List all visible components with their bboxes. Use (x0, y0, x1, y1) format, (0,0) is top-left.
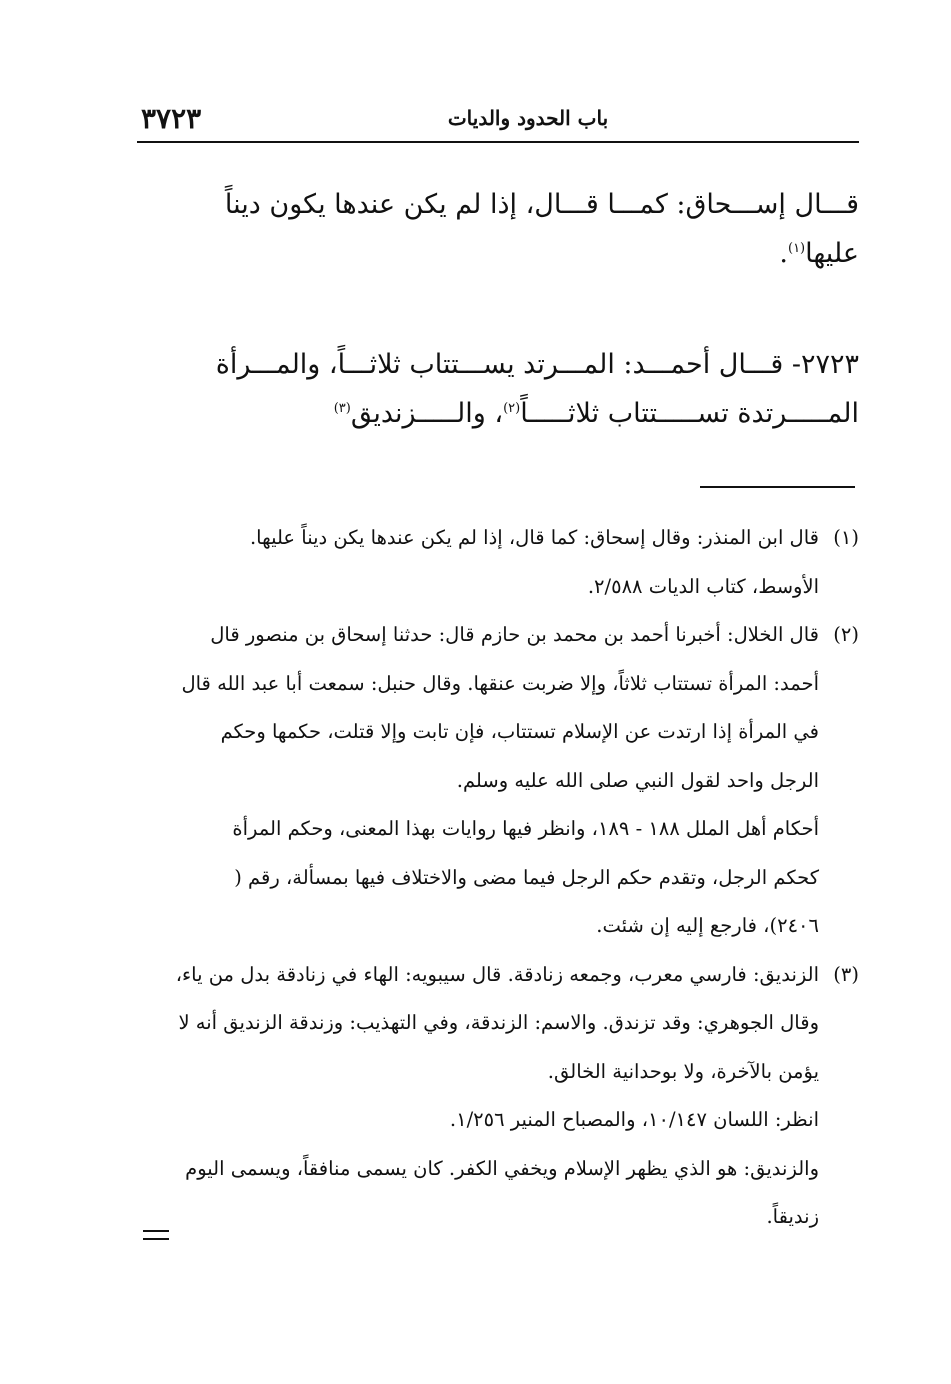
main-text: عليها (805, 238, 859, 270)
footnote-line: وقال الجوهري: وقد تزندق. والاسم: الزندقة، وفي التهذيب: وزندقة الزنديق أنه لا (178, 1011, 819, 1034)
footnote-line: انظر: اللسان ١٠/١٤٧، والمصباح المنير ١/٢٥٦. (449, 1108, 819, 1131)
main-line: قـــال إســـحاق: كمـــا قـــال، إذا لم يكن عندها يكون ديناً (224, 189, 859, 220)
footnote-line: أحكام أهل الملل ١٨٨ - ١٨٩، وانظر فيها روايات بهذا المعنى، وحكم المرأة (232, 817, 819, 840)
main-text: المـــــرتدة تســـــتتاب ثلاثـــــاً (520, 398, 859, 430)
footnote-ref[interactable]: (١) (787, 241, 806, 257)
main-text: . (779, 238, 788, 270)
main-line (137, 229, 859, 278)
header-rule (137, 141, 859, 143)
main-line: ٢٧٢٣- قـــال أحمـــد: المـــرتد يســـتتاب ثلاثـــاً، والمـــرأة (215, 349, 859, 380)
footnote-2 (137, 611, 859, 951)
running-title: باب الحدود والديات (447, 106, 609, 130)
footnote-line: ٢٤٠٦)، فارجع إليه إن شئت. (596, 914, 819, 937)
footnote-line: يؤمن بالآخرة، ولا بوحدانية الخالق. (547, 1059, 819, 1083)
footnote-line: الرجل واحد لقول النبي صلى الله عليه وسلم. (456, 768, 819, 792)
footnote-number: (١) (833, 526, 859, 549)
footnote-line: والزنديق: هو الذي يظهر الإسلام ويخفي الكفر. كان يسمى منافقاً، ويسمى اليوم (185, 1156, 819, 1180)
footnote-1 (137, 514, 859, 611)
continuation-mark (143, 1230, 169, 1240)
footnote-ref[interactable]: (٢) (503, 401, 521, 417)
page-number: ٣٧٢٣ (141, 102, 202, 135)
footnote-line: زنديقاً. (766, 1205, 819, 1228)
main-text: ، والـــــزنديق (350, 398, 504, 430)
footnote-3 (137, 951, 859, 1242)
main-line (137, 389, 859, 438)
footnote-line: قال الخلال: أخبرنا أحمد بن محمد بن حازم قال: حدثنا إسحاق بن منصور قال (210, 623, 819, 646)
footnote-line: قال ابن المنذر: وقال إسحاق: كما قال، إذا لم يكن عندها يكن ديناً عليها. (249, 526, 819, 549)
page-header (137, 96, 859, 138)
footnote-line: كحكم الرجل، وتقدم حكم الرجل فيما مضى والاختلاف فيها بمسألة، رقم ( (234, 865, 819, 889)
footnote-line: الزنديق: فارسي معرب، وجمعه زنادقة. قال سيبويه: الهاء في زنادقة بدل من ياء، (175, 962, 819, 986)
footnotes (137, 514, 859, 1242)
footnote-number: (٢) (833, 623, 859, 646)
footnote-line: في المرأة إذا ارتدت عن الإسلام تستتاب، فإن تابت وإلا قتلت، حكمها وحكم (220, 720, 819, 743)
footnote-number: (٣) (833, 962, 859, 986)
footnote-separator (700, 486, 855, 488)
main-paragraph-1 (137, 180, 859, 278)
footnote-line: الأوسط، كتاب الديات ٢/٥٨٨. (587, 574, 819, 598)
footnote-line: أحمد: المرأة تستتاب ثلاثاً، وإلا ضربت عنقها. وقال حنبل: سمعت أبا عبد الله قال (181, 671, 819, 695)
footnote-ref[interactable]: (٣) (333, 401, 351, 417)
main-paragraph-2 (137, 340, 859, 438)
